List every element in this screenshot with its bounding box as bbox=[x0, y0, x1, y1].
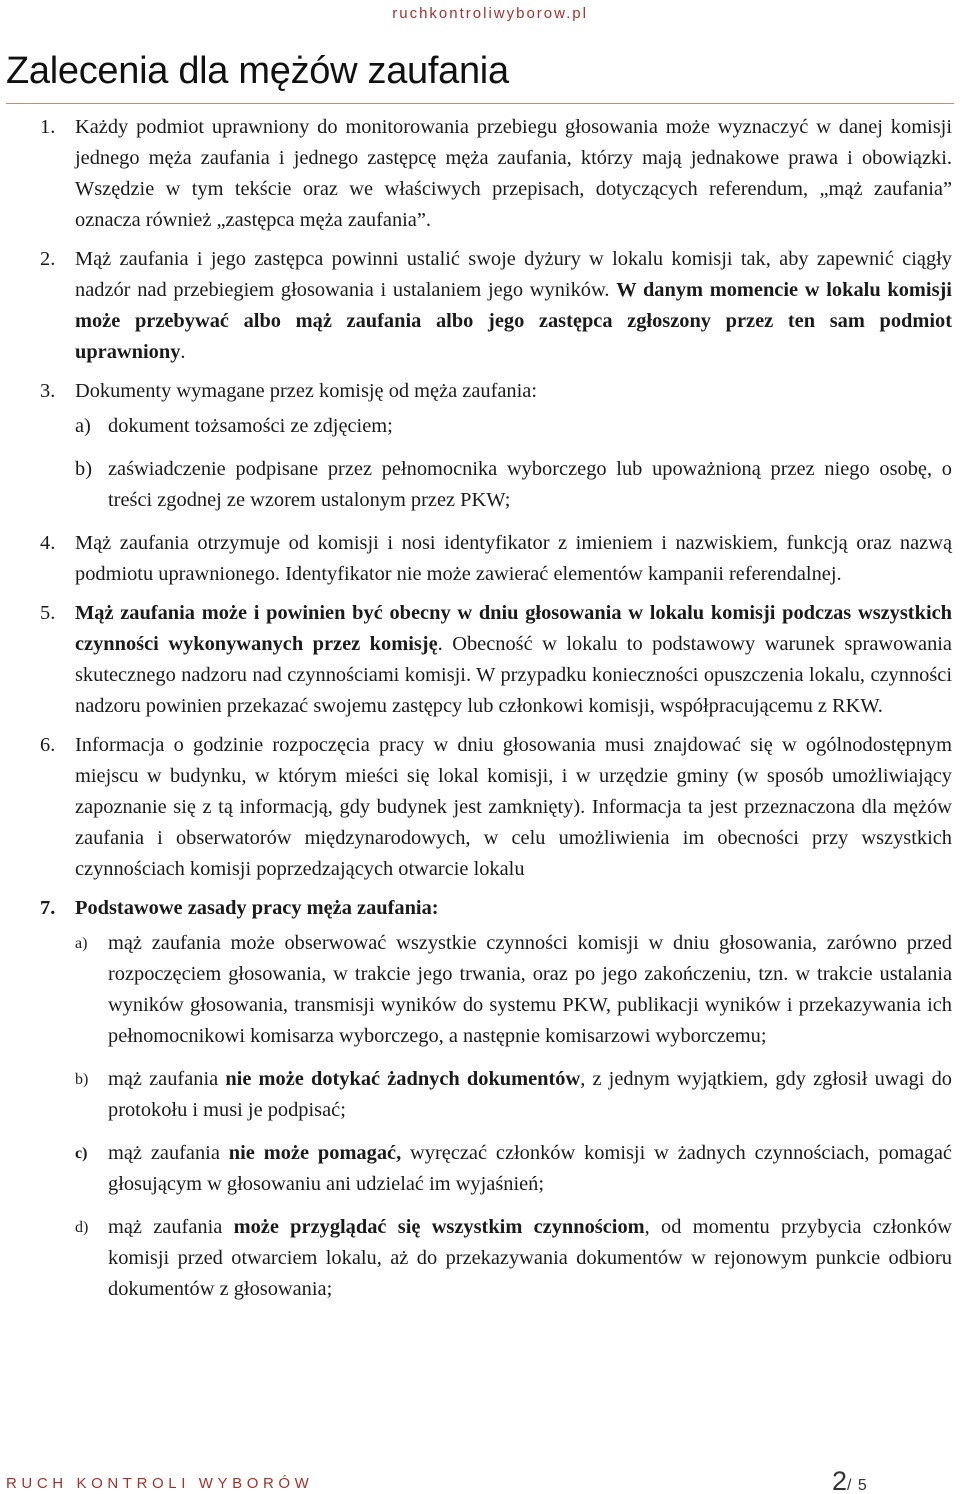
sub-item-a bbox=[40, 928, 952, 1052]
recommendations-list bbox=[40, 112, 952, 1317]
item-number: 5. bbox=[40, 602, 56, 624]
sub-item-b bbox=[40, 454, 952, 516]
sub-emphasis: może przyglądać się wszystkim czynnościom bbox=[233, 1216, 645, 1238]
item-number: 6. bbox=[40, 734, 56, 756]
sub-letter: a) bbox=[75, 415, 91, 437]
sub-text: mąż zaufania może obserwować wszystkie czynności komisji w dniu głosowania, zarówno przed rozpoczęciem głosowania, w trakcie jego trwania, oraz po jego zakończeniu, tzn. w trakcie ustalania wyników głosowania, transmisji wyników do systemu PKW, publikacji wyników i przekazywania ich pełnomocnikowi komisarza wyborczego, a następnie komisarzowi wyborczemu; bbox=[108, 932, 952, 1047]
sub-letter: d) bbox=[75, 1219, 89, 1236]
list-item-4 bbox=[40, 528, 952, 590]
sub-item-c bbox=[40, 1138, 952, 1200]
sub-letter: b) bbox=[75, 458, 92, 480]
item-number: 2. bbox=[40, 248, 56, 270]
item-text: Dokumenty wymagane przez komisję od męża zaufania: bbox=[75, 380, 538, 402]
item-text-tail: . bbox=[180, 341, 186, 363]
page-number bbox=[832, 1466, 868, 1494]
sub-emphasis: nie może dotykać żadnych dokumentów bbox=[225, 1068, 581, 1090]
sub-emphasis: nie może pomagać, bbox=[228, 1142, 402, 1164]
title-divider bbox=[6, 103, 954, 104]
sub-text: zaświadczenie podpisane przez pełnomocnika wyborczego lub upoważnioną przez niego osobę, o treści zgodnej ze wzorem ustalonym przez PKW; bbox=[108, 458, 952, 511]
item-text: Informacja o godzinie rozpoczęcia pracy w dniu głosowania musi znajdować się w ogólnodostępnym miejscu w budynku, w którym mieści się lokal komisji, i w urzędzie gminy (w sposób umożliwiający zapoznanie się z tą informacją, gdy budynek jest zamknięty). Informacja ta jest przeznaczona dla mężów zaufania i obserwatorów międzynarodowych, w celu umożliwienia im obecności przy wszystkich czynnościach komisji poprzedzających otwarcie lokalu bbox=[75, 734, 952, 880]
sub-letter: b) bbox=[75, 1071, 89, 1088]
item-text: . Obecność w lokalu to podstawowy warunek sprawowania skutecznego nadzoru nad czynnościami komisji. W przypadku konieczności opuszczenia lokalu, czynności nadzoru powinien przekazać swojemu zastępcy lub członkowi komisji, współpracującemu z RKW. bbox=[75, 633, 952, 717]
sub-item-b bbox=[40, 1064, 952, 1126]
item-number: 3. bbox=[40, 380, 56, 402]
sub-text: , z jednym wyjątkiem, gdy zgłosił uwagi do protokołu i musi je podpisać; bbox=[108, 1068, 952, 1121]
page-title: Zalecenia dla mężów zaufania bbox=[6, 50, 509, 92]
sub-letter: a) bbox=[75, 935, 88, 952]
item-text: Mąż zaufania i jego zastępca powinni ustalić swoje dyżury w lokalu komisji tak, aby zapewnić ciągły nadzór nad przebiegiem głosowania i ustalaniem jego wyników. bbox=[75, 248, 952, 301]
sub-letter: c) bbox=[75, 1145, 88, 1162]
item-emphasis: W danym momencie w lokalu komisji może przebywać albo mąż zaufania albo jego zastępca zgłoszony przez ten sam podmiot uprawniony bbox=[75, 279, 952, 363]
item-text: Każdy podmiot uprawniony do monitorowania przebiegu głosowania może wyznaczyć w danej komisji jednego męża zaufania i jednego zastępcę męża zaufania, którzy mają jednakowe prawa i obowiązki. Wszędzie w tym tekście oraz we właściwych przepisach, dotyczących referendum, „mąż zaufania” oznacza również „zastępca męża zaufania”. bbox=[75, 116, 952, 231]
item-number: 1. bbox=[40, 116, 56, 138]
item-number: 7. bbox=[40, 897, 56, 919]
page-current: 2 bbox=[832, 1466, 848, 1494]
sub-text-pre: mąż zaufania bbox=[108, 1216, 234, 1238]
sub-text: , od momentu przybycia członków komisji przed otwarciem lokalu, aż do przekazywania dokumentów w rejonowym punkcie odbioru dokumentów z głosowania; bbox=[108, 1216, 952, 1300]
list-item-1 bbox=[40, 112, 952, 236]
list-item-2 bbox=[40, 244, 952, 368]
list-item-7 bbox=[40, 893, 952, 1305]
footer-brand: RUCH KONTROLI WYBORÓW bbox=[6, 1475, 314, 1492]
sub-list bbox=[75, 411, 952, 516]
sub-item-d bbox=[40, 1212, 952, 1305]
site-url[interactable]: ruchkontroliwyborow.pl bbox=[392, 5, 588, 22]
item-emphasis: Mąż zaufania może i powinien być obecny w dniu głosowania w lokalu komisji podczas wszystkich czynności wykonywanych przez komisję bbox=[75, 602, 952, 655]
item-text: Mąż zaufania otrzymuje od komisji i nosi identyfikator z imieniem i nazwiskiem, funkcją oraz nazwą podmiotu uprawnionego. Identyfikator nie może zawierać elementów kampanii referendalnej. bbox=[75, 532, 952, 585]
page-total: / 5 bbox=[847, 1477, 868, 1494]
item-number: 4. bbox=[40, 532, 56, 554]
section-heading: Podstawowe zasady pracy męża zaufania: bbox=[75, 897, 439, 919]
sub-text: wyręczać członków komisji w żadnych czynnościach, pomagać głosującym w głosowaniu ani udzielać im wyjaśnień; bbox=[108, 1142, 952, 1195]
sub-text: dokument tożsamości ze zdjęciem; bbox=[108, 415, 393, 437]
list-item-5 bbox=[40, 598, 952, 722]
list-item-6 bbox=[40, 730, 952, 885]
sub-list bbox=[75, 928, 952, 1305]
sub-item-a bbox=[40, 411, 952, 442]
list-item-3 bbox=[40, 376, 952, 516]
sub-text-pre: mąż zaufania bbox=[108, 1068, 226, 1090]
sub-text-pre: mąż zaufania bbox=[108, 1142, 229, 1164]
